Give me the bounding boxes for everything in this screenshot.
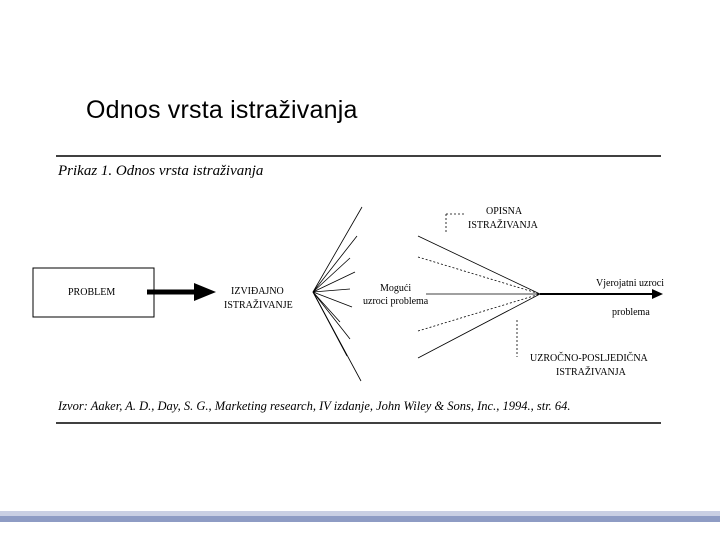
probable-causes-label-1: Vjerojatni uzroci xyxy=(596,278,665,289)
causal-label-2: ISTRAŽIVANJA xyxy=(556,367,626,378)
converging-lines xyxy=(418,236,540,358)
problem-label: PROBLEM xyxy=(68,287,116,298)
problem-arrow-head xyxy=(194,283,216,301)
probable-causes-label-2: problema xyxy=(612,307,650,318)
causal-label-1: UZROČNO-POSLJEDIČNA xyxy=(530,353,648,364)
probable-arrow-head xyxy=(652,289,663,299)
exploratory-label-1: IZVIĐAJNO xyxy=(231,286,284,297)
possible-causes-label-1: Mogući xyxy=(380,283,412,294)
footer-bar-dark xyxy=(0,516,720,522)
figure-source: Izvor: Aaker, A. D., Day, S. G., Marketing research, IV izdanje, John Wiley & Sons, Inc., 1994., str. 64. xyxy=(58,399,571,413)
possible-causes-label-2: uzroci problema xyxy=(363,296,429,307)
slide-title: Odnos vrsta istraživanja xyxy=(86,96,358,124)
descriptive-label-1: OPISNA xyxy=(486,206,523,217)
exploratory-fan xyxy=(313,207,362,381)
descriptive-bracket xyxy=(446,214,465,232)
exploratory-label-2: ISTRAŽIVANJE xyxy=(224,300,293,311)
figure-caption: Prikaz 1. Odnos vrsta istraživanja xyxy=(58,163,264,179)
descriptive-label-2: ISTRAŽIVANJA xyxy=(468,220,538,231)
